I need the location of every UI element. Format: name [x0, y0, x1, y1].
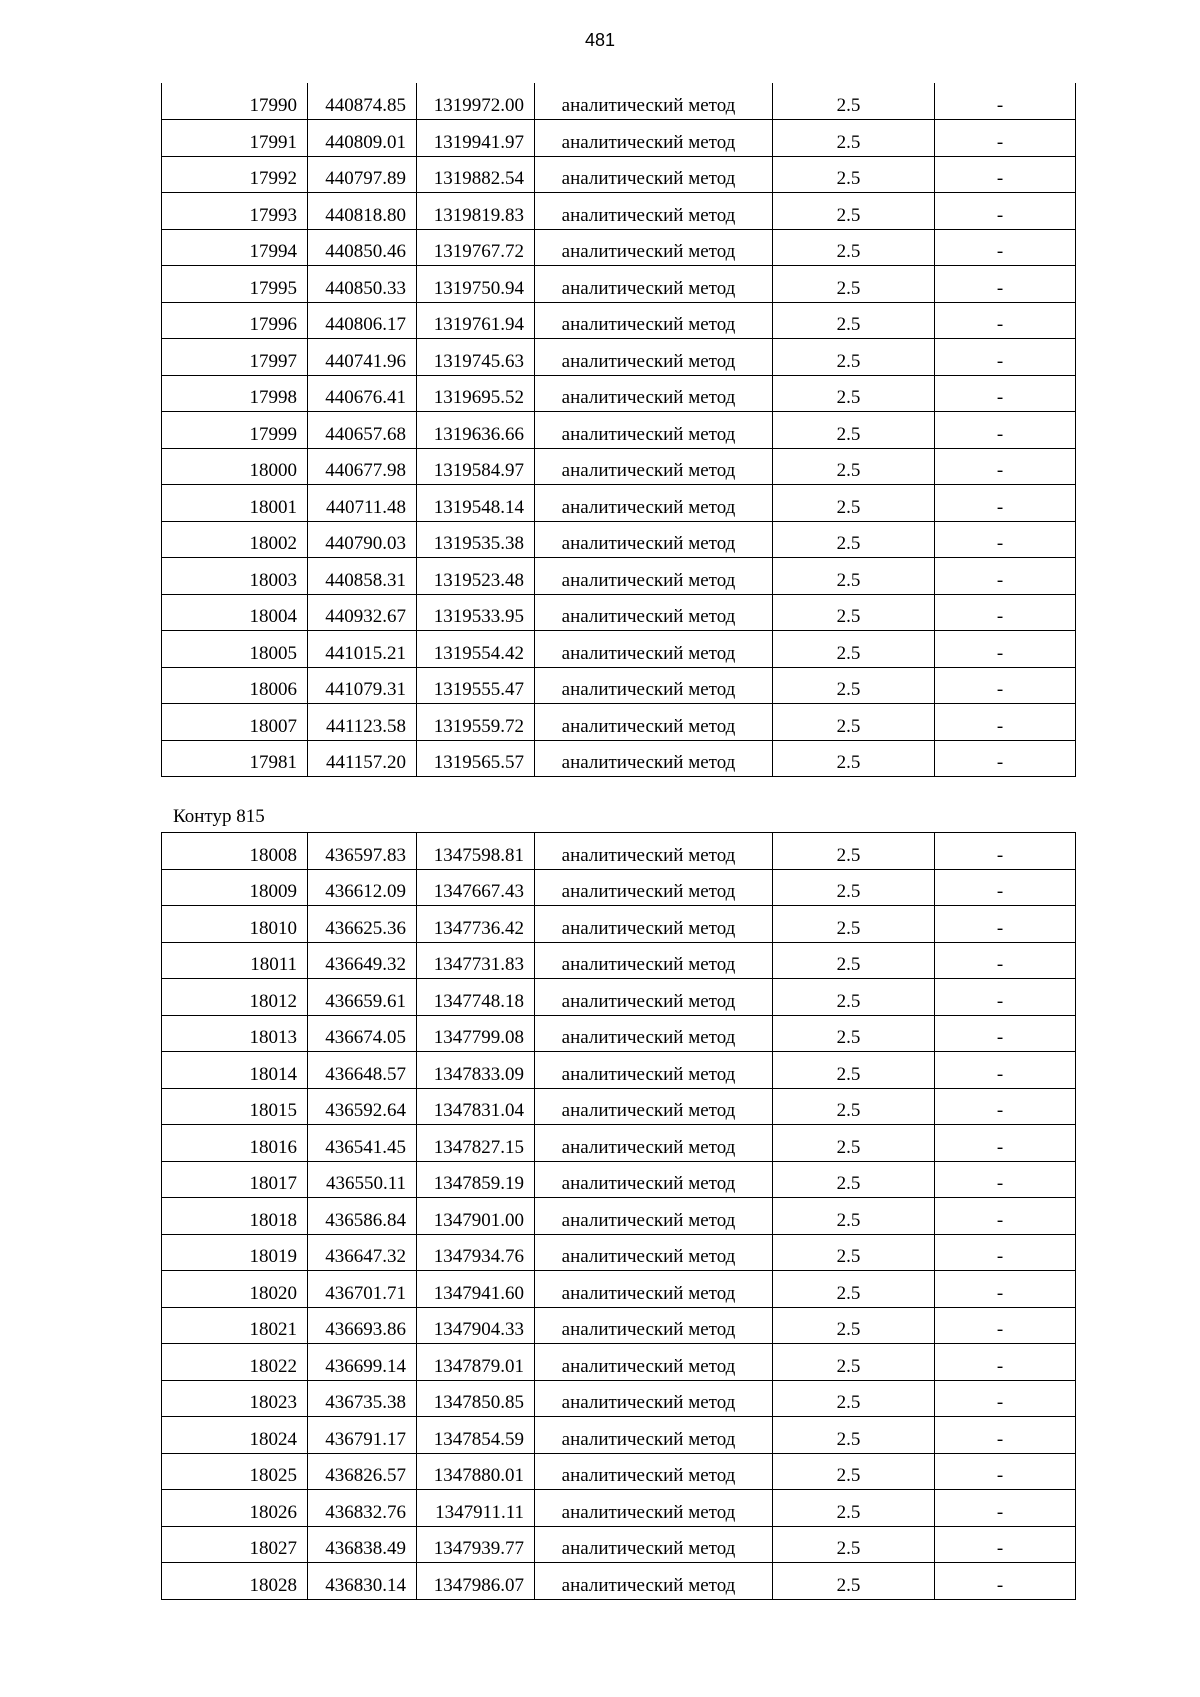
y-coordinate-cell: 1347748.18 [417, 979, 535, 1016]
accuracy-cell: 2.5 [773, 1490, 935, 1527]
accuracy-cell: 2.5 [773, 412, 935, 449]
y-coordinate-cell: 1319695.52 [417, 375, 535, 412]
y-coordinate-cell: 1347879.01 [417, 1344, 535, 1381]
y-coordinate-cell: 1347598.81 [417, 833, 535, 870]
accuracy-cell: 2.5 [773, 667, 935, 704]
point-number-cell: 18017 [162, 1161, 308, 1198]
note-cell: - [935, 1271, 1076, 1308]
x-coordinate-cell: 436826.57 [308, 1453, 417, 1490]
point-number-cell: 18027 [162, 1526, 308, 1563]
y-coordinate-cell: 1347799.08 [417, 1015, 535, 1052]
table-row [162, 156, 1076, 193]
table-row [162, 302, 1076, 339]
note-cell: - [935, 1198, 1076, 1235]
method-cell: аналитический метод [535, 375, 773, 412]
accuracy-cell: 2.5 [773, 1125, 935, 1162]
x-coordinate-cell: 436649.32 [308, 942, 417, 979]
note-cell: - [935, 1015, 1076, 1052]
table-row [162, 1380, 1076, 1417]
method-cell: аналитический метод [535, 1563, 773, 1600]
note-cell: - [935, 1344, 1076, 1381]
method-cell: аналитический метод [535, 833, 773, 870]
y-coordinate-cell: 1347736.42 [417, 906, 535, 943]
accuracy-cell: 2.5 [773, 1088, 935, 1125]
method-cell: аналитический метод [535, 1526, 773, 1563]
point-number-cell: 18005 [162, 631, 308, 668]
y-coordinate-cell: 1347901.00 [417, 1198, 535, 1235]
point-number-cell: 18019 [162, 1234, 308, 1271]
y-coordinate-cell: 1319559.72 [417, 704, 535, 741]
point-number-cell: 18004 [162, 594, 308, 631]
note-cell: - [935, 704, 1076, 741]
x-coordinate-cell: 436612.09 [308, 869, 417, 906]
accuracy-cell: 2.5 [773, 375, 935, 412]
x-coordinate-cell: 436699.14 [308, 1344, 417, 1381]
x-coordinate-cell: 436693.86 [308, 1307, 417, 1344]
y-coordinate-cell: 1347827.15 [417, 1125, 535, 1162]
table-row [162, 1563, 1076, 1600]
y-coordinate-cell: 1319555.47 [417, 667, 535, 704]
point-number-cell: 18018 [162, 1198, 308, 1235]
note-cell: - [935, 521, 1076, 558]
accuracy-cell: 2.5 [773, 1417, 935, 1454]
x-coordinate-cell: 436592.64 [308, 1088, 417, 1125]
x-coordinate-cell: 440858.31 [308, 558, 417, 595]
x-coordinate-cell: 440932.67 [308, 594, 417, 631]
note-cell: - [935, 667, 1076, 704]
table-row [162, 631, 1076, 668]
point-number-cell: 18023 [162, 1380, 308, 1417]
point-number-cell: 17997 [162, 339, 308, 376]
accuracy-cell: 2.5 [773, 83, 935, 120]
x-coordinate-cell: 436625.36 [308, 906, 417, 943]
y-coordinate-cell: 1319533.95 [417, 594, 535, 631]
table-row [162, 229, 1076, 266]
y-coordinate-cell: 1319636.66 [417, 412, 535, 449]
method-cell: аналитический метод [535, 558, 773, 595]
y-coordinate-cell: 1319972.00 [417, 83, 535, 120]
note-cell: - [935, 1307, 1076, 1344]
x-coordinate-cell: 440874.85 [308, 83, 417, 120]
note-cell: - [935, 1088, 1076, 1125]
accuracy-cell: 2.5 [773, 1453, 935, 1490]
method-cell: аналитический метод [535, 631, 773, 668]
accuracy-cell: 2.5 [773, 521, 935, 558]
x-coordinate-cell: 436541.45 [308, 1125, 417, 1162]
contour-label: Контур 815 [173, 806, 265, 827]
method-cell: аналитический метод [535, 906, 773, 943]
point-number-cell: 18009 [162, 869, 308, 906]
table-body [162, 833, 1076, 1600]
note-cell: - [935, 1380, 1076, 1417]
method-cell: аналитический метод [535, 156, 773, 193]
point-number-cell: 17991 [162, 120, 308, 157]
accuracy-cell: 2.5 [773, 1161, 935, 1198]
method-cell: аналитический метод [535, 1234, 773, 1271]
x-coordinate-cell: 436832.76 [308, 1490, 417, 1527]
note-cell: - [935, 266, 1076, 303]
accuracy-cell: 2.5 [773, 906, 935, 943]
y-coordinate-cell: 1319761.94 [417, 302, 535, 339]
note-cell: - [935, 906, 1076, 943]
note-cell: - [935, 979, 1076, 1016]
table-row [162, 521, 1076, 558]
x-coordinate-cell: 436735.38 [308, 1380, 417, 1417]
point-number-cell: 18002 [162, 521, 308, 558]
y-coordinate-cell: 1347831.04 [417, 1088, 535, 1125]
method-cell: аналитический метод [535, 120, 773, 157]
point-number-cell: 17995 [162, 266, 308, 303]
table-row [162, 833, 1076, 870]
point-number-cell: 18026 [162, 1490, 308, 1527]
note-cell: - [935, 1526, 1076, 1563]
note-cell: - [935, 869, 1076, 906]
y-coordinate-cell: 1347939.77 [417, 1526, 535, 1563]
method-cell: аналитический метод [535, 339, 773, 376]
point-number-cell: 18021 [162, 1307, 308, 1344]
y-coordinate-cell: 1319819.83 [417, 193, 535, 230]
method-cell: аналитический метод [535, 979, 773, 1016]
table-row [162, 412, 1076, 449]
method-cell: аналитический метод [535, 83, 773, 120]
x-coordinate-cell: 436597.83 [308, 833, 417, 870]
x-coordinate-cell: 440797.89 [308, 156, 417, 193]
accuracy-cell: 2.5 [773, 339, 935, 376]
coordinates-table-contour-815 [161, 832, 1076, 1600]
y-coordinate-cell: 1347859.19 [417, 1161, 535, 1198]
method-cell: аналитический метод [535, 1453, 773, 1490]
x-coordinate-cell: 441015.21 [308, 631, 417, 668]
x-coordinate-cell: 436701.71 [308, 1271, 417, 1308]
y-coordinate-cell: 1319941.97 [417, 120, 535, 157]
x-coordinate-cell: 436647.32 [308, 1234, 417, 1271]
y-coordinate-cell: 1347986.07 [417, 1563, 535, 1600]
accuracy-cell: 2.5 [773, 704, 935, 741]
accuracy-cell: 2.5 [773, 1015, 935, 1052]
note-cell: - [935, 448, 1076, 485]
table-row [162, 1052, 1076, 1089]
accuracy-cell: 2.5 [773, 302, 935, 339]
method-cell: аналитический метод [535, 667, 773, 704]
method-cell: аналитический метод [535, 1052, 773, 1089]
accuracy-cell: 2.5 [773, 942, 935, 979]
table-row [162, 1271, 1076, 1308]
point-number-cell: 17992 [162, 156, 308, 193]
table-row [162, 1417, 1076, 1454]
y-coordinate-cell: 1347667.43 [417, 869, 535, 906]
table-row [162, 558, 1076, 595]
note-cell: - [935, 485, 1076, 522]
accuracy-cell: 2.5 [773, 448, 935, 485]
accuracy-cell: 2.5 [773, 1307, 935, 1344]
point-number-cell: 18016 [162, 1125, 308, 1162]
x-coordinate-cell: 440818.80 [308, 193, 417, 230]
note-cell: - [935, 558, 1076, 595]
note-cell: - [935, 375, 1076, 412]
method-cell: аналитический метод [535, 1125, 773, 1162]
table-row [162, 942, 1076, 979]
method-cell: аналитический метод [535, 594, 773, 631]
note-cell: - [935, 193, 1076, 230]
accuracy-cell: 2.5 [773, 594, 935, 631]
x-coordinate-cell: 436838.49 [308, 1526, 417, 1563]
point-number-cell: 18006 [162, 667, 308, 704]
y-coordinate-cell: 1347880.01 [417, 1453, 535, 1490]
accuracy-cell: 2.5 [773, 1563, 935, 1600]
accuracy-cell: 2.5 [773, 485, 935, 522]
point-number-cell: 18024 [162, 1417, 308, 1454]
table-row [162, 375, 1076, 412]
x-coordinate-cell: 440806.17 [308, 302, 417, 339]
method-cell: аналитический метод [535, 1088, 773, 1125]
accuracy-cell: 2.5 [773, 833, 935, 870]
accuracy-cell: 2.5 [773, 1052, 935, 1089]
table-row [162, 120, 1076, 157]
note-cell: - [935, 1563, 1076, 1600]
point-number-cell: 18000 [162, 448, 308, 485]
method-cell: аналитический метод [535, 1307, 773, 1344]
point-number-cell: 17990 [162, 83, 308, 120]
note-cell: - [935, 1417, 1076, 1454]
point-number-cell: 17999 [162, 412, 308, 449]
note-cell: - [935, 1125, 1076, 1162]
table-row [162, 1161, 1076, 1198]
method-cell: аналитический метод [535, 942, 773, 979]
point-number-cell: 18007 [162, 704, 308, 741]
y-coordinate-cell: 1347854.59 [417, 1417, 535, 1454]
table-row [162, 1490, 1076, 1527]
table-row [162, 1307, 1076, 1344]
table-row [162, 740, 1076, 777]
method-cell: аналитический метод [535, 1417, 773, 1454]
table-row [162, 594, 1076, 631]
note-cell: - [935, 1052, 1076, 1089]
y-coordinate-cell: 1319523.48 [417, 558, 535, 595]
point-number-cell: 18003 [162, 558, 308, 595]
point-number-cell: 18010 [162, 906, 308, 943]
table-row [162, 1198, 1076, 1235]
point-number-cell: 18008 [162, 833, 308, 870]
accuracy-cell: 2.5 [773, 631, 935, 668]
table-row [162, 1234, 1076, 1271]
table-row [162, 83, 1076, 120]
method-cell: аналитический метод [535, 412, 773, 449]
note-cell: - [935, 740, 1076, 777]
note-cell: - [935, 594, 1076, 631]
point-number-cell: 18015 [162, 1088, 308, 1125]
accuracy-cell: 2.5 [773, 193, 935, 230]
x-coordinate-cell: 440850.33 [308, 266, 417, 303]
method-cell: аналитический метод [535, 1161, 773, 1198]
point-number-cell: 18012 [162, 979, 308, 1016]
x-coordinate-cell: 436550.11 [308, 1161, 417, 1198]
accuracy-cell: 2.5 [773, 1344, 935, 1381]
method-cell: аналитический метод [535, 1198, 773, 1235]
method-cell: аналитический метод [535, 266, 773, 303]
point-number-cell: 17994 [162, 229, 308, 266]
x-coordinate-cell: 436791.17 [308, 1417, 417, 1454]
table-body [162, 83, 1076, 777]
page-number: 481 [584, 30, 616, 50]
note-cell: - [935, 1234, 1076, 1271]
note-cell: - [935, 1161, 1076, 1198]
table-row [162, 1453, 1076, 1490]
table-row [162, 485, 1076, 522]
x-coordinate-cell: 440677.98 [308, 448, 417, 485]
method-cell: аналитический метод [535, 1271, 773, 1308]
accuracy-cell: 2.5 [773, 1380, 935, 1417]
method-cell: аналитический метод [535, 1344, 773, 1381]
point-number-cell: 18001 [162, 485, 308, 522]
accuracy-cell: 2.5 [773, 266, 935, 303]
y-coordinate-cell: 1347833.09 [417, 1052, 535, 1089]
x-coordinate-cell: 441079.31 [308, 667, 417, 704]
table-row [162, 1526, 1076, 1563]
y-coordinate-cell: 1347934.76 [417, 1234, 535, 1271]
table-row [162, 1125, 1076, 1162]
y-coordinate-cell: 1319554.42 [417, 631, 535, 668]
note-cell: - [935, 1490, 1076, 1527]
accuracy-cell: 2.5 [773, 558, 935, 595]
note-cell: - [935, 229, 1076, 266]
x-coordinate-cell: 440809.01 [308, 120, 417, 157]
x-coordinate-cell: 441123.58 [308, 704, 417, 741]
point-number-cell: 17993 [162, 193, 308, 230]
table-row [162, 193, 1076, 230]
method-cell: аналитический метод [535, 704, 773, 741]
method-cell: аналитический метод [535, 521, 773, 558]
point-number-cell: 17998 [162, 375, 308, 412]
accuracy-cell: 2.5 [773, 1198, 935, 1235]
table-row [162, 979, 1076, 1016]
method-cell: аналитический метод [535, 1015, 773, 1052]
note-cell: - [935, 83, 1076, 120]
x-coordinate-cell: 440676.41 [308, 375, 417, 412]
method-cell: аналитический метод [535, 740, 773, 777]
table-row [162, 448, 1076, 485]
note-cell: - [935, 120, 1076, 157]
x-coordinate-cell: 441157.20 [308, 740, 417, 777]
x-coordinate-cell: 440850.46 [308, 229, 417, 266]
coordinates-table-continued [161, 83, 1076, 777]
point-number-cell: 17981 [162, 740, 308, 777]
table-row [162, 266, 1076, 303]
x-coordinate-cell: 440657.68 [308, 412, 417, 449]
y-coordinate-cell: 1319767.72 [417, 229, 535, 266]
y-coordinate-cell: 1319584.97 [417, 448, 535, 485]
point-number-cell: 18028 [162, 1563, 308, 1600]
y-coordinate-cell: 1347911.11 [417, 1490, 535, 1527]
point-number-cell: 18022 [162, 1344, 308, 1381]
method-cell: аналитический метод [535, 1490, 773, 1527]
method-cell: аналитический метод [535, 302, 773, 339]
method-cell: аналитический метод [535, 1380, 773, 1417]
x-coordinate-cell: 440790.03 [308, 521, 417, 558]
table-row [162, 1344, 1076, 1381]
accuracy-cell: 2.5 [773, 740, 935, 777]
x-coordinate-cell: 440741.96 [308, 339, 417, 376]
note-cell: - [935, 412, 1076, 449]
y-coordinate-cell: 1319565.57 [417, 740, 535, 777]
x-coordinate-cell: 436648.57 [308, 1052, 417, 1089]
table-row [162, 667, 1076, 704]
accuracy-cell: 2.5 [773, 156, 935, 193]
table-row [162, 869, 1076, 906]
note-cell: - [935, 339, 1076, 376]
note-cell: - [935, 631, 1076, 668]
method-cell: аналитический метод [535, 229, 773, 266]
table-row [162, 339, 1076, 376]
accuracy-cell: 2.5 [773, 869, 935, 906]
point-number-cell: 18011 [162, 942, 308, 979]
y-coordinate-cell: 1319882.54 [417, 156, 535, 193]
point-number-cell: 18025 [162, 1453, 308, 1490]
x-coordinate-cell: 436586.84 [308, 1198, 417, 1235]
x-coordinate-cell: 436674.05 [308, 1015, 417, 1052]
x-coordinate-cell: 436659.61 [308, 979, 417, 1016]
y-coordinate-cell: 1319548.14 [417, 485, 535, 522]
accuracy-cell: 2.5 [773, 1271, 935, 1308]
note-cell: - [935, 156, 1076, 193]
table-row [162, 1015, 1076, 1052]
note-cell: - [935, 833, 1076, 870]
table-row [162, 1088, 1076, 1125]
table-row [162, 906, 1076, 943]
accuracy-cell: 2.5 [773, 1234, 935, 1271]
point-number-cell: 17996 [162, 302, 308, 339]
y-coordinate-cell: 1347904.33 [417, 1307, 535, 1344]
note-cell: - [935, 1453, 1076, 1490]
y-coordinate-cell: 1319750.94 [417, 266, 535, 303]
note-cell: - [935, 302, 1076, 339]
x-coordinate-cell: 440711.48 [308, 485, 417, 522]
method-cell: аналитический метод [535, 193, 773, 230]
accuracy-cell: 2.5 [773, 120, 935, 157]
method-cell: аналитический метод [535, 869, 773, 906]
y-coordinate-cell: 1347941.60 [417, 1271, 535, 1308]
method-cell: аналитический метод [535, 448, 773, 485]
accuracy-cell: 2.5 [773, 229, 935, 266]
method-cell: аналитический метод [535, 485, 773, 522]
point-number-cell: 18013 [162, 1015, 308, 1052]
note-cell: - [935, 942, 1076, 979]
y-coordinate-cell: 1319745.63 [417, 339, 535, 376]
point-number-cell: 18020 [162, 1271, 308, 1308]
point-number-cell: 18014 [162, 1052, 308, 1089]
table-row [162, 704, 1076, 741]
y-coordinate-cell: 1319535.38 [417, 521, 535, 558]
y-coordinate-cell: 1347850.85 [417, 1380, 535, 1417]
x-coordinate-cell: 436830.14 [308, 1563, 417, 1600]
y-coordinate-cell: 1347731.83 [417, 942, 535, 979]
accuracy-cell: 2.5 [773, 979, 935, 1016]
accuracy-cell: 2.5 [773, 1526, 935, 1563]
